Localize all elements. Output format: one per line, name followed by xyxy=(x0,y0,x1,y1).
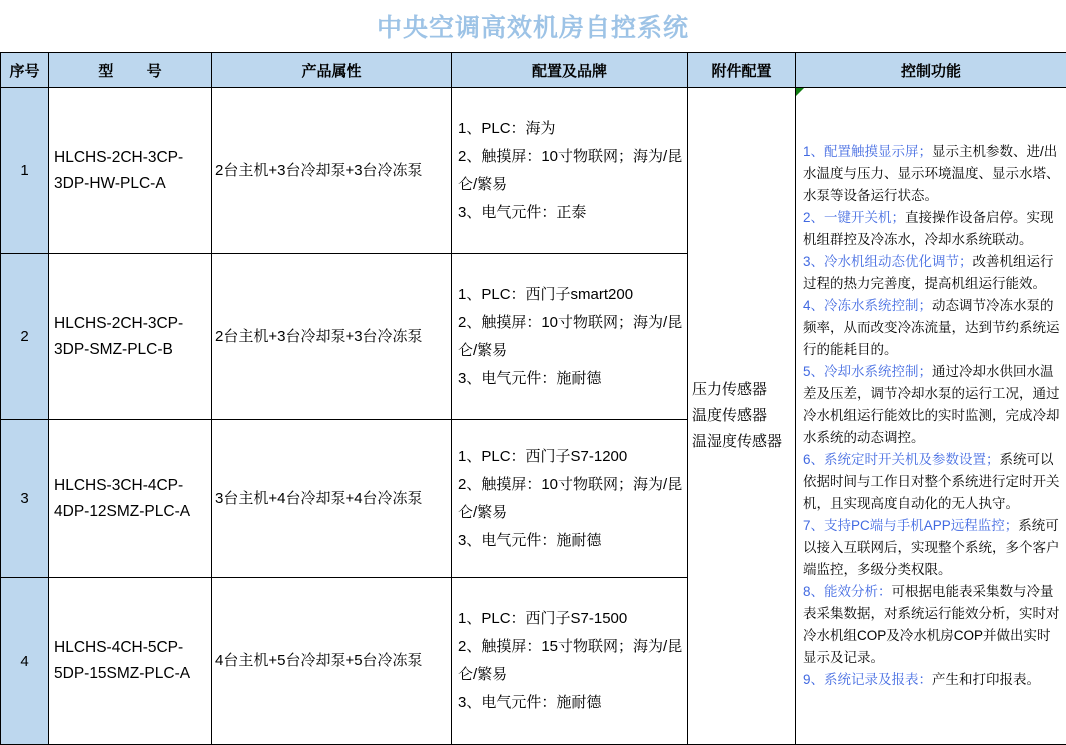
config-line: 2、触摸屏：10寸物联网；海为/昆仑/繁易 xyxy=(458,147,683,193)
control-function-label: 1、配置触摸显示屏； xyxy=(803,144,933,159)
error-flag-icon xyxy=(796,88,804,96)
accessory-line: 压力传感器 xyxy=(692,381,768,398)
control-function-label: 5、冷却水系统控制； xyxy=(803,364,933,379)
control-function-item xyxy=(803,669,1062,691)
control-function-desc: 显示主机参数、进/出水温度与压力、显示环境温度、显示水塔、水泵等设备运行状态。 xyxy=(803,144,1060,203)
control-function-desc: 改善机组运行过程的热力完善度，提高机组运行能效。 xyxy=(803,254,1054,291)
control-function-label: 3、冷水机组动态优化调节； xyxy=(803,254,973,269)
config-cell xyxy=(452,420,688,578)
control-function-desc: 可根据电能表采集数与冷量表采集数据，对系统运行能效分析，实时对冷水机组COP及冷水机房COP并做出实时显示及记录。 xyxy=(803,584,1060,665)
attr-cell: 3台主机+4台冷却泵+4台冷冻泵 xyxy=(212,420,452,578)
header-attr: 产品属性 xyxy=(212,53,452,88)
config-line: 3、电气元件：施耐德 xyxy=(458,369,602,387)
control-function-label: 8、能效分析： xyxy=(803,584,892,599)
page-title: 中央空调高效机房自控系统 xyxy=(376,14,689,42)
control-function-desc: 产生和打印报表。 xyxy=(932,672,1041,687)
model-cell: HLCHS-2CH-3CP-3DP-HW-PLC-A xyxy=(49,88,212,254)
config-line: 1、PLC：西门子S7-1500 xyxy=(458,610,628,627)
serial-cell: 1 xyxy=(1,88,49,254)
control-functions-cell xyxy=(796,88,1066,745)
serial-cell: 3 xyxy=(1,420,49,578)
control-function-item xyxy=(803,295,1062,361)
control-function-label: 9、系统记录及报表： xyxy=(803,672,933,687)
header-control: 控制功能 xyxy=(796,53,1066,88)
header-row xyxy=(1,53,1066,88)
config-line: 3、电气元件：正泰 xyxy=(458,203,587,221)
accessory-line: 温湿度传感器 xyxy=(692,433,783,450)
header-config: 配置及品牌 xyxy=(452,53,688,88)
accessory-line: 温度传感器 xyxy=(692,407,768,424)
config-cell xyxy=(452,88,688,254)
attr-cell: 2台主机+3台冷却泵+3台冷冻泵 xyxy=(212,254,452,420)
config-cell xyxy=(452,254,688,420)
serial-cell: 4 xyxy=(1,578,49,745)
header-model: 型 号 xyxy=(49,53,212,88)
control-function-label: 6、系统定时开关机及参数设置； xyxy=(803,452,1000,467)
control-function-label: 4、冷冻水系统控制； xyxy=(803,298,933,313)
control-function-label: 2、一键开关机； xyxy=(803,210,906,225)
control-function-desc: 动态调节冷冻水泵的频率，从而改变冷冻流量，达到节约系统运行的能耗目的。 xyxy=(803,298,1060,357)
control-function-item xyxy=(803,207,1062,251)
control-function-item xyxy=(803,449,1062,515)
control-function-item xyxy=(803,581,1062,669)
config-cell xyxy=(452,578,688,745)
config-line: 1、PLC：西门子S7-1200 xyxy=(458,447,628,465)
header-accessory: 附件配置 xyxy=(688,53,796,88)
config-line: 1、PLC：海为 xyxy=(458,119,556,137)
control-function-item xyxy=(803,251,1062,295)
config-line: 1、PLC：西门子smart200 xyxy=(458,285,634,303)
accessory-cell xyxy=(688,88,796,745)
control-function-desc: 通过冷却水供回水温差及压差，调节冷却水泵的运行工况，通过冷水机组运行能效比的实时监测，完成冷却水系统的动态调控。 xyxy=(803,364,1060,445)
header-no: 序号 xyxy=(1,53,49,88)
config-line: 3、电气元件：施耐德 xyxy=(458,694,602,711)
attr-cell: 2台主机+3台冷却泵+3台冷冻泵 xyxy=(212,88,452,254)
config-line: 2、触摸屏：15寸物联网；海为/昆仑/繁易 xyxy=(458,638,683,683)
config-line: 2、触摸屏：10寸物联网；海为/昆仑/繁易 xyxy=(458,475,683,521)
control-function-desc: 系统可以接入互联网后，实现整个系统，多个客户端监控，多级分类权限。 xyxy=(803,518,1060,577)
control-function-desc: 系统可以依据时间与工作日对整个系统进行定时开关机，且实现高度自动化的无人执守。 xyxy=(803,452,1060,511)
config-line: 2、触摸屏：10寸物联网；海为/昆仑/繁易 xyxy=(458,313,683,359)
config-line: 3、电气元件：施耐德 xyxy=(458,531,602,549)
serial-cell: 2 xyxy=(1,254,49,420)
control-function-item xyxy=(803,515,1062,581)
product-table xyxy=(0,52,1066,745)
model-cell: HLCHS-3CH-4CP-4DP-12SMZ-PLC-A xyxy=(49,420,212,578)
model-cell: HLCHS-4CH-5CP-5DP-15SMZ-PLC-A xyxy=(49,578,212,745)
title-bar xyxy=(0,0,1066,52)
control-function-item xyxy=(803,141,1062,207)
attr-cell: 4台主机+5台冷却泵+5台冷冻泵 xyxy=(212,578,452,745)
control-function-item xyxy=(803,361,1062,449)
control-function-desc: 直接操作设备启停。实现机组群控及冷冻水，冷却水系统联动。 xyxy=(803,210,1054,247)
model-cell: HLCHS-2CH-3CP-3DP-SMZ-PLC-B xyxy=(49,254,212,420)
table-row xyxy=(1,88,1066,254)
control-function-label: 7、支持PC端与手机APP远程监控； xyxy=(803,518,1019,533)
